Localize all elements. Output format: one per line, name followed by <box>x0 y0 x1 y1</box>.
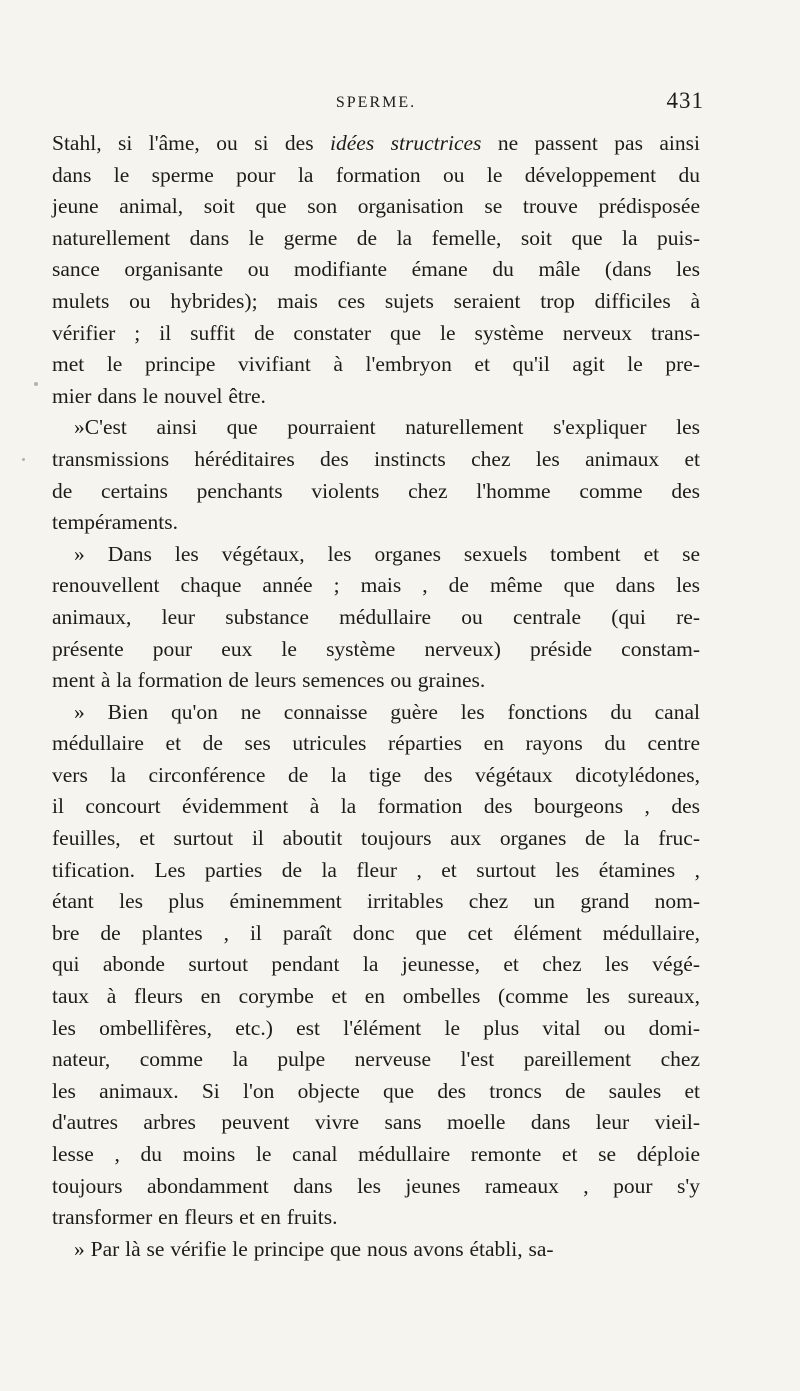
text-line: les ombellifères, etc.) est l'élément le plus vital ou domi- <box>52 1015 700 1040</box>
paragraph <box>52 539 700 697</box>
page-header <box>48 88 704 128</box>
text-line: tempéraments. <box>52 510 178 535</box>
text-line: sance organisante ou modifiante émane du mâle (dans les <box>52 257 700 282</box>
text-line: »C'est ainsi que pourraient naturellement s'expliquer les <box>74 415 700 440</box>
text-line: de certains penchants violents chez l'homme comme des <box>52 478 700 503</box>
paper-speck <box>34 382 38 386</box>
paragraph <box>52 412 700 538</box>
text-line: vers la circonférence de la tige des végétaux dicotylédones, <box>52 762 700 787</box>
text-line: nateur, comme la pulpe nerveuse l'est pareillement chez <box>52 1047 700 1072</box>
text-line: présente pour eux le système nerveux) préside constam- <box>52 636 700 661</box>
paragraph <box>52 1234 700 1266</box>
text-line: mier dans le nouvel être. <box>52 383 266 408</box>
text-line: animaux, leur substance médullaire ou centrale (qui re- <box>52 604 700 629</box>
text-line: médullaire et de ses utricules réparties en rayons du centre <box>52 731 700 756</box>
text-line: bre de plantes , il paraît donc que cet élément médullaire, <box>52 920 700 945</box>
text-line: » Dans les végétaux, les organes sexuels tombent et se <box>74 541 700 566</box>
text-line: jeune animal, soit que son organisation se trouve prédisposée <box>52 194 700 219</box>
text-line: les animaux. Si l'on objecte que des troncs de saules et <box>52 1078 700 1103</box>
text-line: renouvellent chaque année ; mais , de même que dans les <box>52 573 700 598</box>
text-line: naturellement dans le germe de la femelle, soit que la puis- <box>52 225 700 250</box>
text-line: transformer en fleurs et en fruits. <box>52 1205 338 1230</box>
text-line: étant les plus éminemment irritables chez un grand nom- <box>52 889 700 914</box>
text-line: ment à la formation de leurs semences ou graines. <box>52 668 486 693</box>
running-title: SPERME. <box>335 94 417 111</box>
text-line: taux à fleurs en corymbe et en ombelles (comme les sureaux, <box>52 984 700 1009</box>
text-line: » Bien qu'on ne connaisse guère les fonctions du canal <box>74 699 700 724</box>
italic-term: idées structrices <box>330 131 482 155</box>
text-line: il concourt évidemment à la formation des bourgeons , des <box>52 794 700 819</box>
text-line: qui abonde surtout pendant la jeunesse, et chez les végé- <box>52 952 700 977</box>
text-line: feuilles, et surtout il aboutit toujours aux organes de la fruc- <box>52 826 700 851</box>
text-line: » Par là se vérifie le principe que nous avons établi, sa- <box>74 1236 554 1261</box>
text-line: d'autres arbres peuvent vivre sans moelle dans leur vieil- <box>52 1110 700 1135</box>
paper-speck <box>22 458 25 461</box>
paragraph <box>52 128 700 412</box>
text-segment: ne passent pas ainsi <box>481 131 700 155</box>
text-line: met le principe vivifiant à l'embryon et qu'il agit le pre- <box>52 352 700 377</box>
text-line: toujours abondamment dans les jeunes rameaux , pour s'y <box>52 1173 700 1198</box>
text-line: transmissions héréditaires des instincts chez les animaux et <box>52 446 700 471</box>
text-line: tification. Les parties de la fleur , et surtout les étamines , <box>52 857 700 882</box>
text-line: lesse , du moins le canal médullaire remonte et se déploie <box>52 1142 700 1166</box>
text-line: vérifier ; il suffit de constater que le système nerveux trans- <box>52 320 700 345</box>
paragraph <box>52 697 700 1234</box>
body-text <box>52 128 700 1265</box>
page-number: 431 <box>666 88 704 113</box>
text-line: dans le sperme pour la formation ou le développement du <box>52 162 700 187</box>
text-line: mulets ou hybrides); mais ces sujets seraient trop difficiles à <box>52 288 700 313</box>
text-segment: Stahl, si l'âme, ou si des <box>52 131 331 155</box>
text-line <box>52 128 700 160</box>
